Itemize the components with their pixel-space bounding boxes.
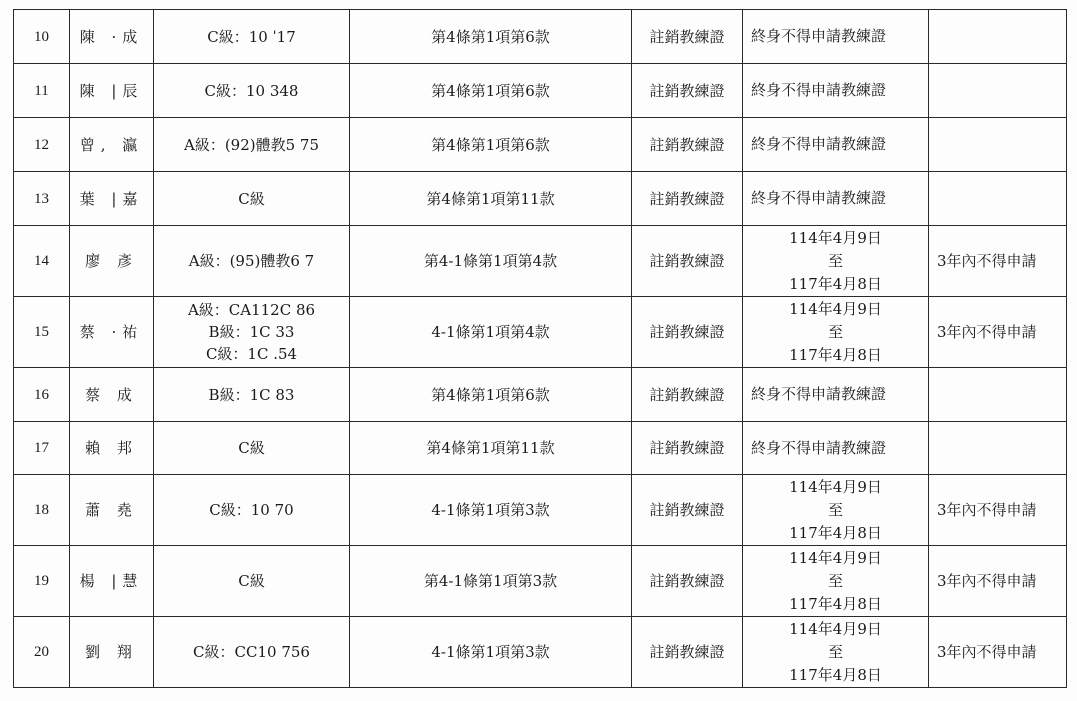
- license-level-cell: [154, 475, 350, 546]
- penalty-period-cell: [743, 172, 929, 226]
- penalty-period-line: 終身不得申請教練證: [751, 81, 887, 99]
- license-level-cell: [154, 172, 350, 226]
- name-cell: 廖 彥: [70, 226, 154, 297]
- penalty-period-cell: [743, 226, 929, 297]
- row-number-cell: 20: [14, 617, 70, 688]
- table-row: [14, 172, 1067, 226]
- table-row: [14, 368, 1067, 422]
- legal-basis-cell: 第4條第1項第6款: [350, 118, 632, 172]
- table-row: [14, 546, 1067, 617]
- table-row: [14, 64, 1067, 118]
- penalty-period-line: 117年4月8日: [789, 523, 882, 542]
- penalty-period-line: 114年4月9日: [789, 619, 882, 638]
- license-level-cell: [154, 10, 350, 64]
- row-number-cell: 11: [14, 64, 70, 118]
- name-cell: 陳 |辰: [70, 64, 154, 118]
- remark-cell: 3年內不得申請: [929, 617, 1067, 688]
- license-level-line: B級：1C 33: [208, 323, 295, 341]
- remark-cell: [929, 10, 1067, 64]
- license-level-line: C級: [238, 189, 265, 208]
- action-cell: 註銷教練證: [632, 475, 743, 546]
- name-cell: 劉 翔: [70, 617, 154, 688]
- table-row: [14, 10, 1067, 64]
- penalty-period-cell: [743, 546, 929, 617]
- legal-basis-cell: 第4條第1項第6款: [350, 10, 632, 64]
- name-cell: 曾, 瀛: [70, 118, 154, 172]
- table-row: [14, 617, 1067, 688]
- penalty-period-cell: [743, 10, 929, 64]
- action-cell: 註銷教練證: [632, 297, 743, 368]
- row-number-cell: 14: [14, 226, 70, 297]
- table-row: [14, 297, 1067, 368]
- row-number-cell: 19: [14, 546, 70, 617]
- license-level-line: C級: [238, 439, 265, 457]
- penalty-period-line: 終身不得申請教練證: [751, 135, 887, 153]
- legal-basis-cell: 4-1條第1項第3款: [350, 617, 632, 688]
- action-cell: 註銷教練證: [632, 64, 743, 118]
- action-cell: 註銷教練證: [632, 546, 743, 617]
- table-row: [14, 475, 1067, 546]
- legal-basis-cell: 第4條第1項第11款: [350, 422, 632, 475]
- coach-license-revocation-table: [13, 9, 1067, 688]
- remark-cell: [929, 368, 1067, 422]
- row-number-cell: 15: [14, 297, 70, 368]
- remark-cell: 3年內不得申請: [929, 546, 1067, 617]
- table-row: [14, 226, 1067, 297]
- remark-cell: 3年內不得申請: [929, 297, 1067, 368]
- action-cell: 註銷教練證: [632, 226, 743, 297]
- table-row: [14, 118, 1067, 172]
- penalty-period-line: 至: [827, 571, 843, 590]
- name-cell: 楊 |慧: [70, 546, 154, 617]
- license-level-cell: [154, 64, 350, 118]
- action-cell: 註銷教練證: [632, 10, 743, 64]
- name-cell: 蕭 堯: [70, 475, 154, 546]
- penalty-period-line: 114年4月9日: [789, 548, 882, 567]
- penalty-period-line: 114年4月9日: [789, 477, 882, 496]
- action-cell: 註銷教練證: [632, 172, 743, 226]
- penalty-period-line: 至: [827, 322, 843, 341]
- penalty-period-line: 至: [827, 500, 843, 519]
- penalty-period-cell: [743, 475, 929, 546]
- action-cell: 註銷教練證: [632, 118, 743, 172]
- row-number-cell: 13: [14, 172, 70, 226]
- penalty-period-line: 117年4月8日: [789, 665, 882, 684]
- table-body: [14, 10, 1067, 688]
- name-cell: 賴 邦: [70, 422, 154, 475]
- penalty-period-line: 終身不得申請教練證: [751, 189, 887, 207]
- penalty-period-cell: [743, 297, 929, 368]
- license-level-cell: [154, 297, 350, 368]
- license-level-line: B級：1C 83: [208, 385, 295, 404]
- remark-cell: 3年內不得申請: [929, 226, 1067, 297]
- penalty-period-line: 終身不得申請教練證: [751, 438, 887, 457]
- remark-cell: 3年內不得申請: [929, 475, 1067, 546]
- table-row: [14, 422, 1067, 475]
- penalty-period-line: 終身不得申請教練證: [751, 385, 887, 403]
- legal-basis-cell: 4-1條第1項第4款: [350, 297, 632, 368]
- penalty-period-line: 117年4月8日: [789, 274, 882, 293]
- license-level-cell: [154, 546, 350, 617]
- name-cell: 陳 ·成: [70, 10, 154, 64]
- penalty-period-line: 117年4月8日: [789, 345, 882, 364]
- legal-basis-cell: 第4條第1項第11款: [350, 172, 632, 226]
- remark-cell: [929, 422, 1067, 475]
- action-cell: 註銷教練證: [632, 422, 743, 475]
- license-level-line: C級：10 ˈ17: [207, 27, 296, 46]
- legal-basis-cell: 第4-1條第1項第3款: [350, 546, 632, 617]
- license-level-cell: [154, 118, 350, 172]
- penalty-period-line: 至: [827, 642, 843, 661]
- penalty-period-line: 114年4月9日: [789, 228, 882, 247]
- row-number-cell: 12: [14, 118, 70, 172]
- name-cell: 蔡 成: [70, 368, 154, 422]
- license-level-cell: [154, 617, 350, 688]
- license-level-line: A級：CA112C 86: [187, 301, 316, 319]
- penalty-period-line: 終身不得申請教練證: [751, 27, 887, 45]
- penalty-period-line: 至: [827, 251, 843, 270]
- license-level-line: A級：(95)體教6 7: [188, 252, 315, 270]
- remark-cell: [929, 172, 1067, 226]
- legal-basis-cell: 第4條第1項第6款: [350, 368, 632, 422]
- license-level-line: C級：CC10 756: [193, 643, 310, 661]
- license-level-cell: [154, 226, 350, 297]
- license-level-line: C級：10 348: [204, 81, 299, 100]
- penalty-period-cell: [743, 64, 929, 118]
- legal-basis-cell: 第4條第1項第6款: [350, 64, 632, 118]
- action-cell: 註銷教練證: [632, 368, 743, 422]
- penalty-period-cell: [743, 422, 929, 475]
- license-level-cell: [154, 368, 350, 422]
- penalty-period-cell: [743, 368, 929, 422]
- penalty-period-line: 114年4月9日: [789, 299, 882, 318]
- license-level-line: C級：10 70: [209, 501, 294, 519]
- legal-basis-cell: 第4-1條第1項第4款: [350, 226, 632, 297]
- row-number-cell: 16: [14, 368, 70, 422]
- name-cell: 葉 |嘉: [70, 172, 154, 226]
- license-level-line: C級: [238, 572, 265, 590]
- license-level-line: A級：(92)體教5 75: [183, 135, 320, 154]
- row-number-cell: 10: [14, 10, 70, 64]
- legal-basis-cell: 4-1條第1項第3款: [350, 475, 632, 546]
- remark-cell: [929, 118, 1067, 172]
- row-number-cell: 18: [14, 475, 70, 546]
- row-number-cell: 17: [14, 422, 70, 475]
- license-level-cell: [154, 422, 350, 475]
- license-level-line: C級：1C .54: [205, 345, 298, 363]
- penalty-period-line: 117年4月8日: [789, 594, 882, 613]
- penalty-period-cell: [743, 118, 929, 172]
- name-cell: 蔡 ·祐: [70, 297, 154, 368]
- action-cell: 註銷教練證: [632, 617, 743, 688]
- penalty-period-cell: [743, 617, 929, 688]
- remark-cell: [929, 64, 1067, 118]
